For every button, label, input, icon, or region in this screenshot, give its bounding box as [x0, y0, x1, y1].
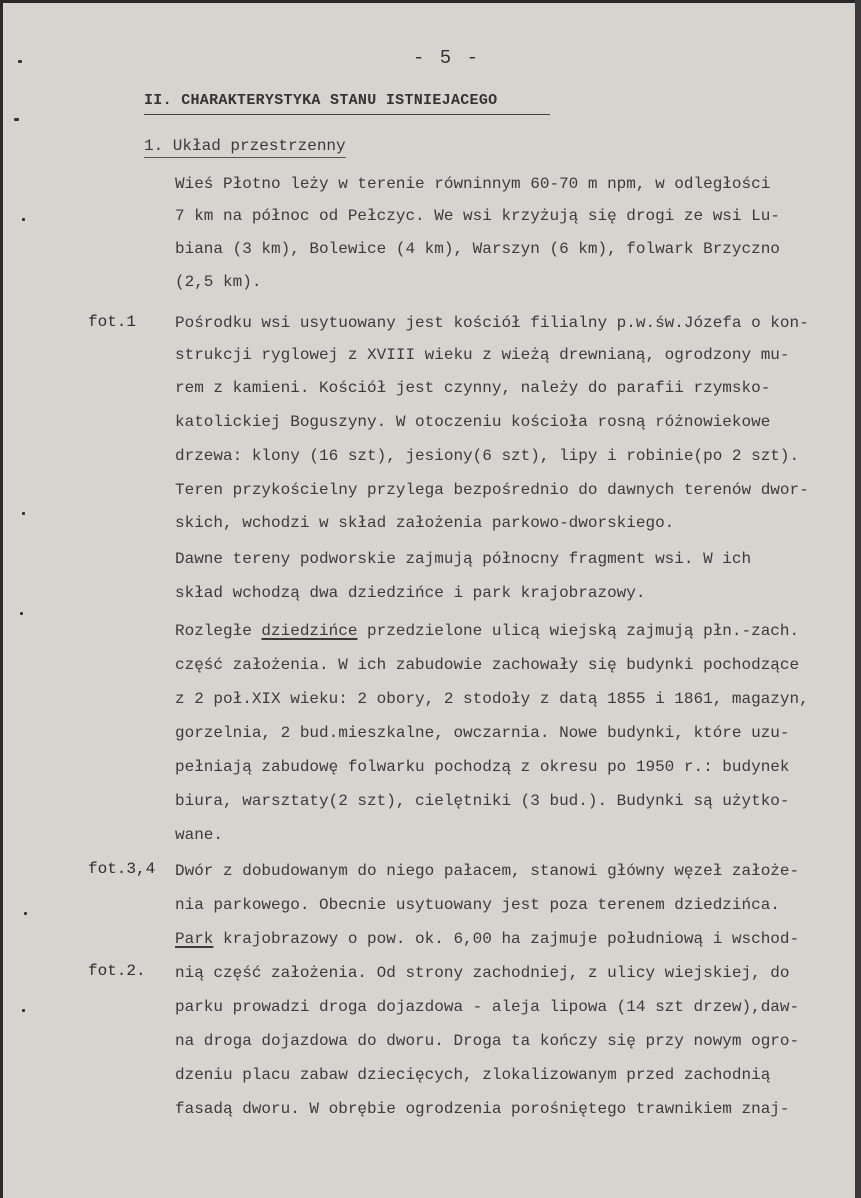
margin-note-fot-3-4: fot.3,4	[88, 860, 156, 878]
section-heading: 1. Układ przestrzenny	[144, 137, 346, 158]
scan-speck	[18, 60, 22, 63]
scan-border-left	[0, 0, 3, 1198]
scan-speck	[22, 1009, 25, 1012]
body-line: Wieś Płotno leży w terenie równinnym 60-70 m npm, w odległości	[175, 175, 771, 193]
scan-speck	[22, 512, 25, 515]
body-line: Teren przykościelny przylega bezpośrednio do dawnych terenów dwor-	[175, 481, 809, 499]
body-line: na droga dojazdowa do dworu. Droga ta kończy się przy nowym ogro-	[175, 1032, 800, 1050]
body-line: Dwór z dobudowanym do niego pałacem, stanowi główny węzeł założe-	[175, 862, 800, 880]
line-text-after: przedzielone ulicą wiejską zajmują płn.-zach.	[357, 622, 800, 640]
chapter-heading: II. CHARAKTERYSTYKA STANU ISTNIEJACEGO	[144, 92, 550, 115]
page-number: - 5 -	[413, 47, 481, 69]
body-line: fasadą dworu. W obrębie ogrodzenia porośniętego trawnikiem znaj-	[175, 1100, 790, 1118]
underlined-word-park: Park	[175, 930, 214, 948]
body-line: Pośrodku wsi usytuowany jest kościół filialny p.w.św.Józefa o kon-	[175, 314, 809, 332]
body-line: skład wchodzą dwa dziedzińce i park krajobrazowy.	[175, 584, 646, 602]
body-line: wane.	[175, 826, 224, 844]
body-line-with-underline	[175, 622, 799, 640]
underlined-word-dziedzince: dziedzińce	[261, 622, 358, 640]
margin-note-fot-2: fot.2.	[88, 962, 146, 980]
body-line: skich, wchodzi w skład założenia parkowo-dworskiego.	[175, 514, 675, 532]
line-text-before: Rozległe	[175, 622, 262, 640]
body-line-with-underline	[175, 930, 799, 948]
scan-speck	[20, 612, 23, 615]
body-line: gorzelnia, 2 bud.mieszkalne, owczarnia. Nowe budynki, które uzu-	[175, 724, 790, 742]
scan-border-right	[855, 0, 861, 1198]
body-line: parku prowadzi droga dojazdowa - aleja lipowa (14 szt drzew),daw-	[175, 998, 800, 1016]
body-line: nia parkowego. Obecnie usytuowany jest poza terenem dziedzińca.	[175, 896, 780, 914]
body-line: dzeniu placu zabaw dziecięcych, zlokalizowanym przed zachodnią	[175, 1066, 771, 1084]
scan-speck	[22, 218, 25, 221]
body-line: pełniają zabudowę folwarku pochodzą z okresu po 1950 r.: budynek	[175, 758, 790, 776]
scan-speck	[14, 118, 19, 121]
body-line: nią część założenia. Od strony zachodniej, z ulicy wiejskiej, do	[175, 964, 790, 982]
body-line: strukcji ryglowej z XVIII wieku z wieżą drewnianą, ogrodzony mu-	[175, 346, 790, 364]
line-text-after: krajobrazowy o pow. ok. 6,00 ha zajmuje południową i wschod-	[213, 930, 800, 948]
scan-speck	[24, 912, 27, 915]
body-line: drzewa: klony (16 szt), jesiony(6 szt), lipy i robinie(po 2 szt).	[175, 447, 800, 465]
body-line: biana (3 km), Bolewice (4 km), Warszyn (6 km), folwark Brzyczno	[175, 240, 780, 258]
body-line: (2,5 km).	[175, 273, 262, 291]
body-line: część założenia. W ich zabudowie zachowały się budynki pochodzące	[175, 656, 800, 674]
body-line: z 2 poł.XIX wieku: 2 obory, 2 stodoły z datą 1855 i 1861, magazyn,	[175, 690, 809, 708]
body-line: biura, warsztaty(2 szt), cielętniki (3 bud.). Budynki są użytko-	[175, 792, 790, 810]
body-line: Dawne tereny podworskie zajmują północny fragment wsi. W ich	[175, 550, 752, 568]
margin-note-fot-1: fot.1	[88, 313, 137, 331]
body-line: rem z kamieni. Kościół jest czynny, należy do parafii rzymsko-	[175, 379, 771, 397]
body-line: katolickiej Boguszyny. W otoczeniu kościoła rosną różnowiekowe	[175, 413, 771, 431]
body-line: 7 km na północ od Pełczyc. We wsi krzyżują się drogi ze wsi Lu-	[175, 207, 780, 225]
scan-border-top	[0, 0, 861, 3]
